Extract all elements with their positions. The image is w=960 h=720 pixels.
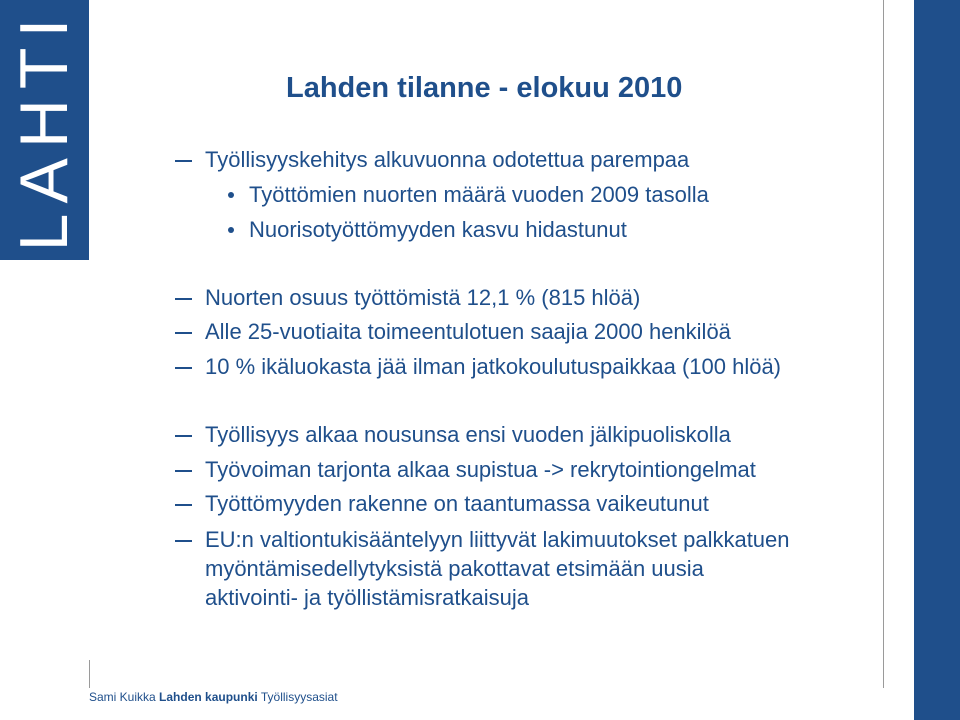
- list-item: Työvoiman tarjonta alkaa supistua -> rekrytointiongelmat: [205, 457, 756, 482]
- list-item: Nuorisotyöttömyyden kasvu hidastunut: [249, 217, 627, 242]
- dot-bullet: [228, 227, 234, 233]
- dash-bullet: [175, 470, 192, 472]
- list-item: Työttömien nuorten määrä vuoden 2009 tasolla: [249, 182, 709, 207]
- list-item: Työllisyyskehitys alkuvuonna odotettua parempaa: [205, 147, 690, 172]
- dot-bullet: [228, 192, 234, 198]
- dash-bullet: [175, 332, 192, 334]
- list-item: Alle 25-vuotiaita toimeentulotuen saajia 2000 henkilöä: [205, 319, 731, 344]
- dash-bullet: [175, 540, 192, 542]
- dash-bullet: [175, 435, 192, 437]
- list-item-continuation: myöntämisedellytyksistä pakottavat etsimään uusia: [205, 556, 704, 581]
- dash-bullet: [175, 298, 192, 300]
- slide-footer: [89, 690, 338, 704]
- list-item-continuation: aktivointi- ja työllistämisratkaisuja: [205, 585, 529, 610]
- lahti-logo: LAHTI: [6, 8, 82, 252]
- slide-title: Lahden tilanne - elokuu 2010: [286, 72, 683, 104]
- footer-organization: Lahden kaupunki: [159, 690, 258, 704]
- list-item: Nuorten osuus työttömistä 12,1 % (815 hlöä): [205, 285, 641, 310]
- list-item: Työttömyyden rakenne on taantumassa vaikeutunut: [205, 491, 709, 516]
- dash-bullet: [175, 367, 192, 369]
- footer-author: Sami Kuikka: [89, 690, 156, 704]
- list-item: 10 % ikäluokasta jää ilman jatkokoulutuspaikkaa (100 hlöä): [205, 354, 782, 379]
- footer-topic: Työllisyysasiat: [260, 690, 338, 704]
- list-item: EU:n valtiontukisääntelyyn liittyvät lakimuutokset palkkatuen: [205, 527, 790, 552]
- list-item: Työllisyys alkaa nousunsa ensi vuoden jälkipuoliskolla: [205, 422, 731, 447]
- frame-line-left: [89, 660, 90, 688]
- right-accent-band: [914, 0, 960, 720]
- dash-bullet: [175, 160, 192, 162]
- dash-bullet: [175, 504, 192, 506]
